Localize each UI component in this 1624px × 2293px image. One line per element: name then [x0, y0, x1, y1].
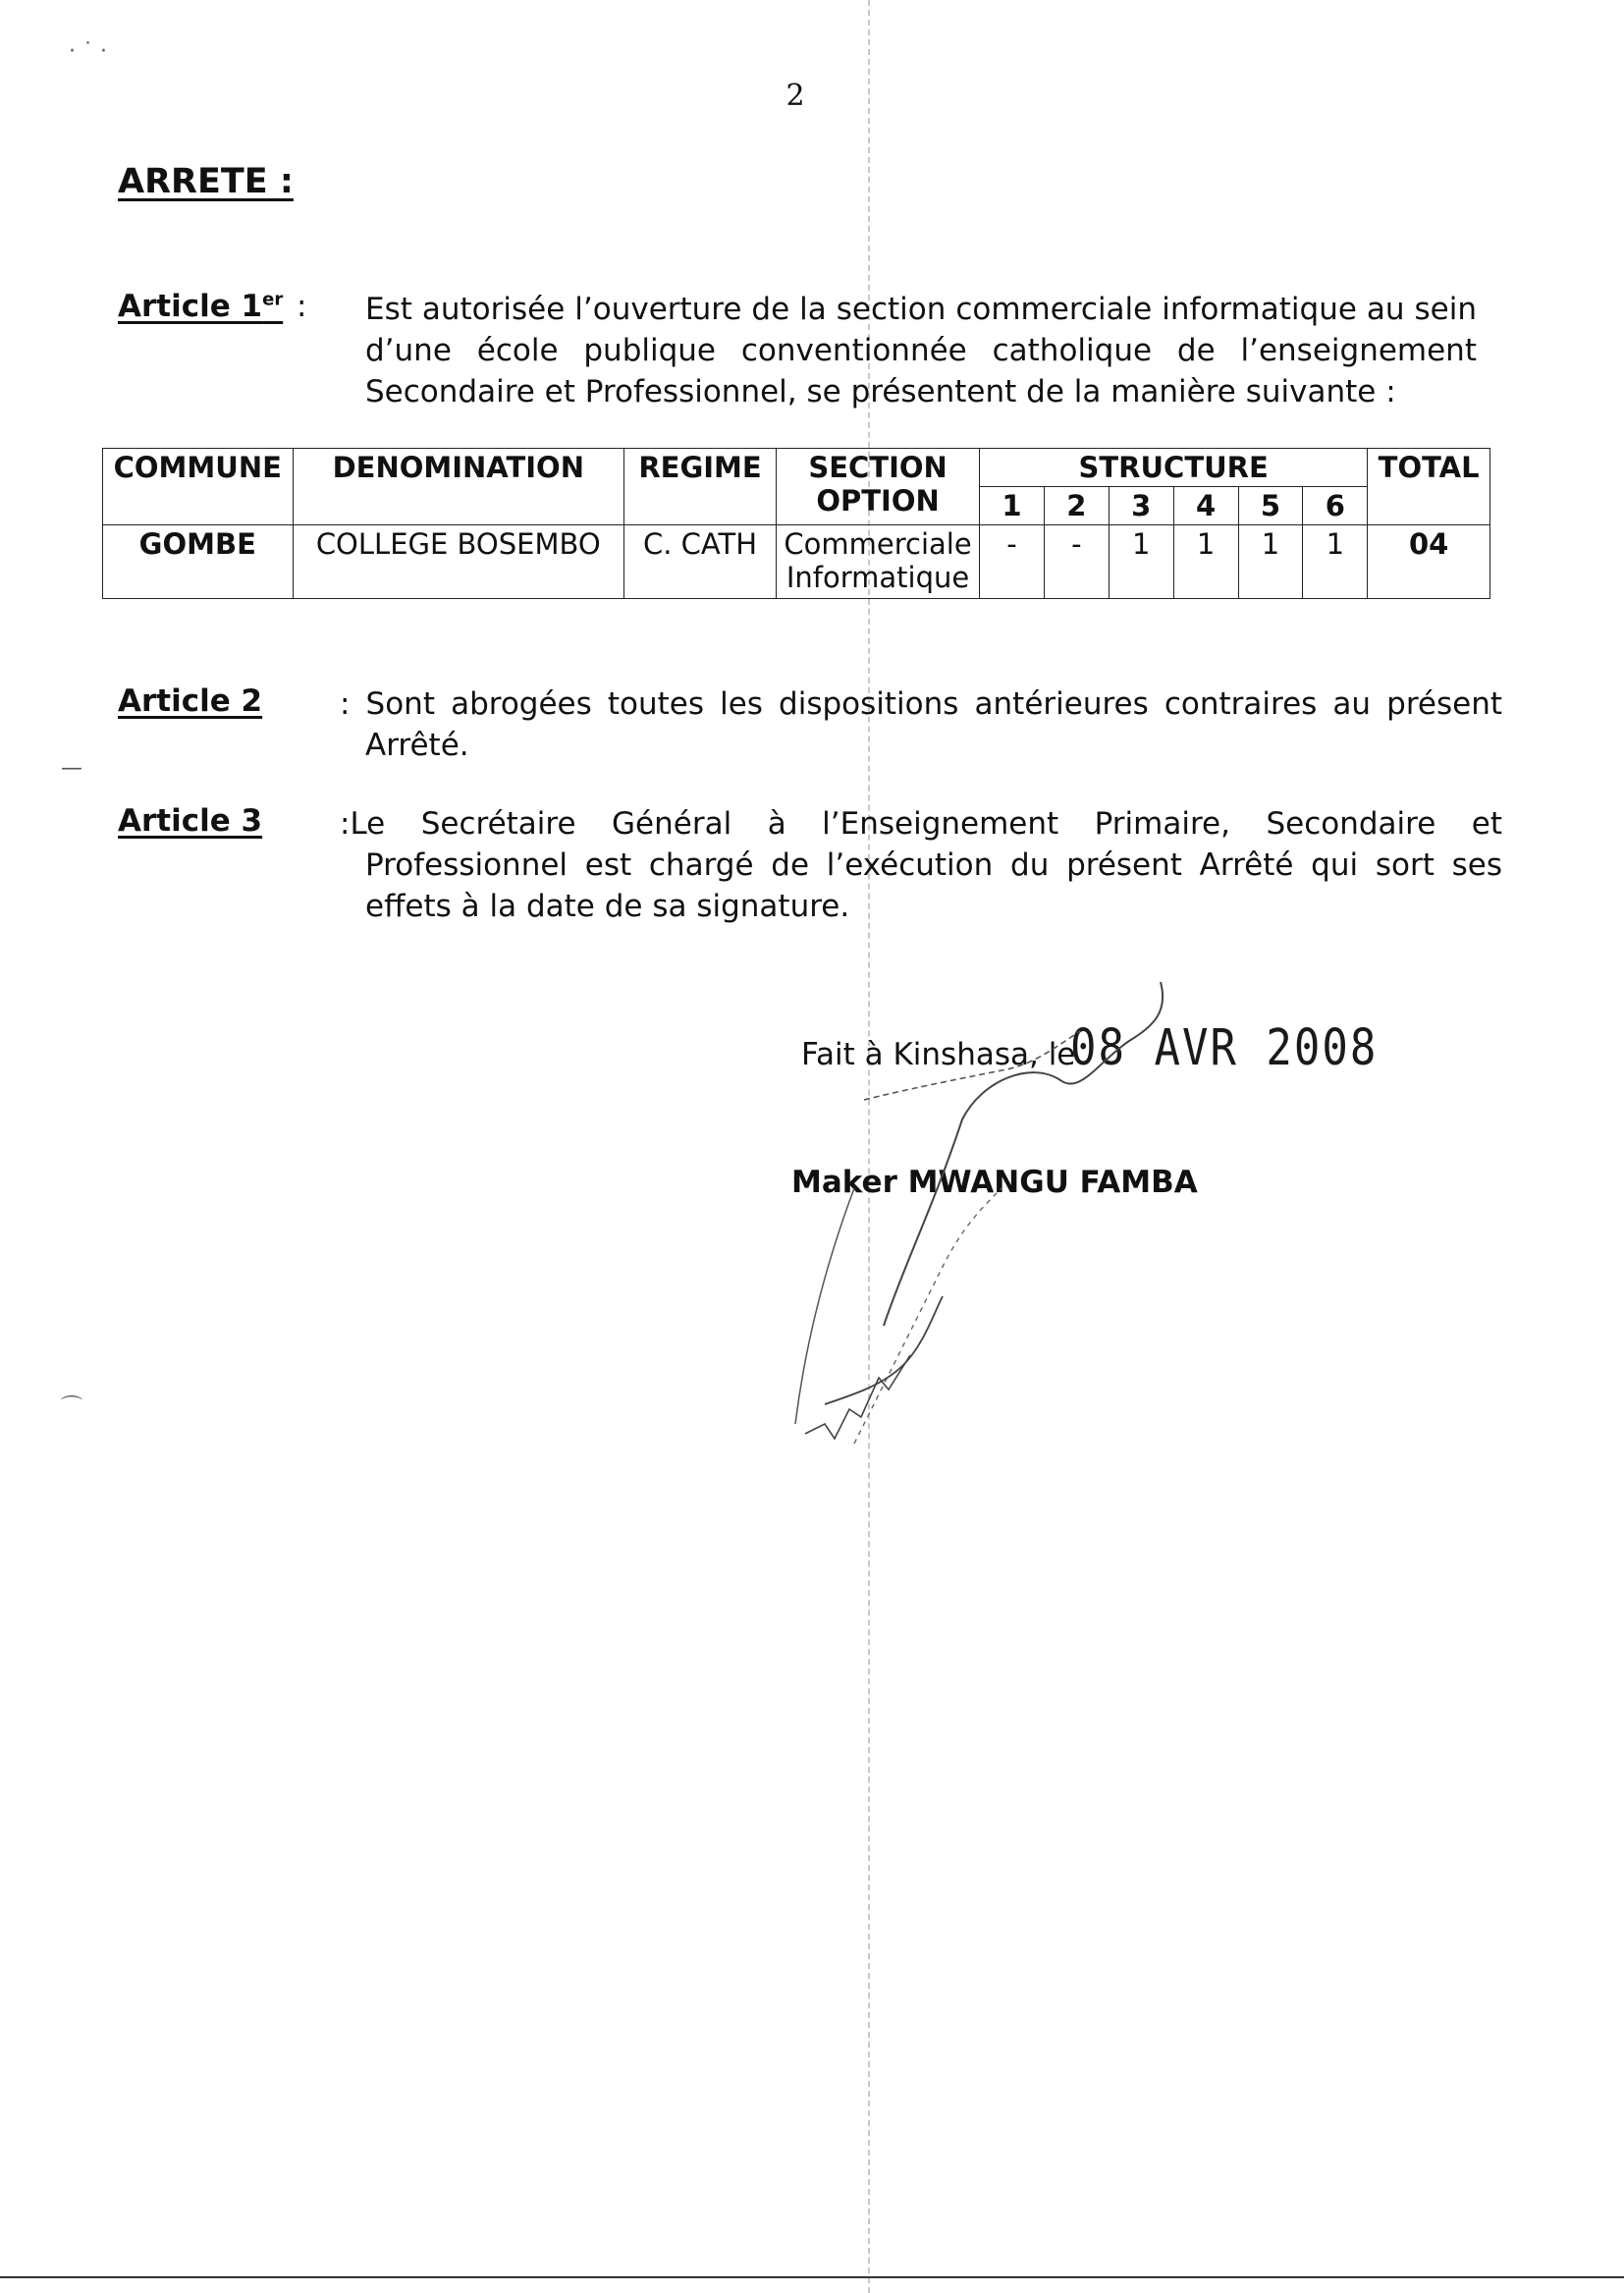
cell-structure: 1 [1238, 525, 1303, 599]
header-structure-col: 2 [1044, 487, 1109, 525]
header-regime: REGIME [624, 449, 777, 525]
signature-stroke [864, 1031, 1080, 1100]
header-structure-col: 3 [1109, 487, 1173, 525]
signature-stroke [825, 1296, 943, 1404]
signature-date-scrawl [805, 1355, 910, 1439]
article-3-label: Article 3 [118, 803, 263, 839]
page-number: 2 [785, 79, 805, 113]
header-total: TOTAL [1368, 449, 1490, 525]
header-section-line1: SECTION [808, 451, 947, 484]
header-section-option [777, 449, 980, 525]
scan-bottom-edge [0, 2276, 1624, 2278]
header-structure-col: 1 [980, 487, 1045, 525]
cell-regime: C. CATH [624, 525, 777, 599]
arrete-heading: ARRETE : [118, 162, 294, 201]
cell-section-option [777, 525, 980, 599]
table-row [103, 525, 1490, 599]
header-denomination: DENOMINATION [293, 449, 623, 525]
scan-speck: · ˙ · [69, 39, 107, 64]
cell-structure: 1 [1173, 525, 1238, 599]
signature-stroke [884, 982, 1163, 1326]
cell-section-line2: Informatique [785, 561, 970, 594]
article-2-text: : Sont abrogées toutes les dispositions antérieures contraires au présent Arrêté. [340, 686, 1502, 763]
section-table [102, 448, 1490, 599]
handwritten-signature [707, 972, 1218, 1444]
article-2-label: Article 2 [118, 683, 263, 719]
cell-structure: 1 [1109, 525, 1173, 599]
header-commune: COMMUNE [103, 449, 294, 525]
header-section-line2: OPTION [816, 484, 940, 518]
cell-structure: - [980, 525, 1045, 599]
article-3-text: :Le Secrétaire Général à l’Enseignement Primaire, Secondaire et Professionnel est chargé de l’exécution du présent Arrêté qui sort ses effets à la date de sa signature. [340, 806, 1502, 924]
header-structure-col: 5 [1238, 487, 1303, 525]
article-1-colon: : [297, 289, 307, 324]
cell-structure: 1 [1303, 525, 1368, 599]
place-and-date-label: Fait à Kinshasa, le [801, 1037, 1076, 1072]
signature-stroke [795, 1188, 854, 1424]
cell-total: 04 [1368, 525, 1490, 599]
scan-speck: — [61, 756, 82, 781]
scan-speck: ⌒ [61, 1395, 83, 1420]
cell-denomination: COLLEGE BOSEMBO [293, 525, 623, 599]
article-1-text: Est autorisée l’ouverture de la section commerciale informatique au sein d’une école publique conventionnée catholique de l’enseignement Secondaire et Professionnel, se présentent de la manière suivante : [365, 292, 1477, 409]
cell-commune: GOMBE [103, 525, 294, 599]
signatory-name: Maker MWANGU FAMBA [791, 1165, 1198, 1200]
signature-stroke [854, 1188, 1001, 1444]
header-structure: STRUCTURE [980, 449, 1368, 487]
article-1-label: Article 1er [118, 289, 284, 324]
cell-structure: - [1044, 525, 1109, 599]
header-structure-col: 4 [1173, 487, 1238, 525]
header-structure-col: 6 [1303, 487, 1368, 525]
date-stamp: 08 AVR 2008 [1070, 1019, 1379, 1077]
cell-section-line1: Commerciale [784, 527, 972, 561]
